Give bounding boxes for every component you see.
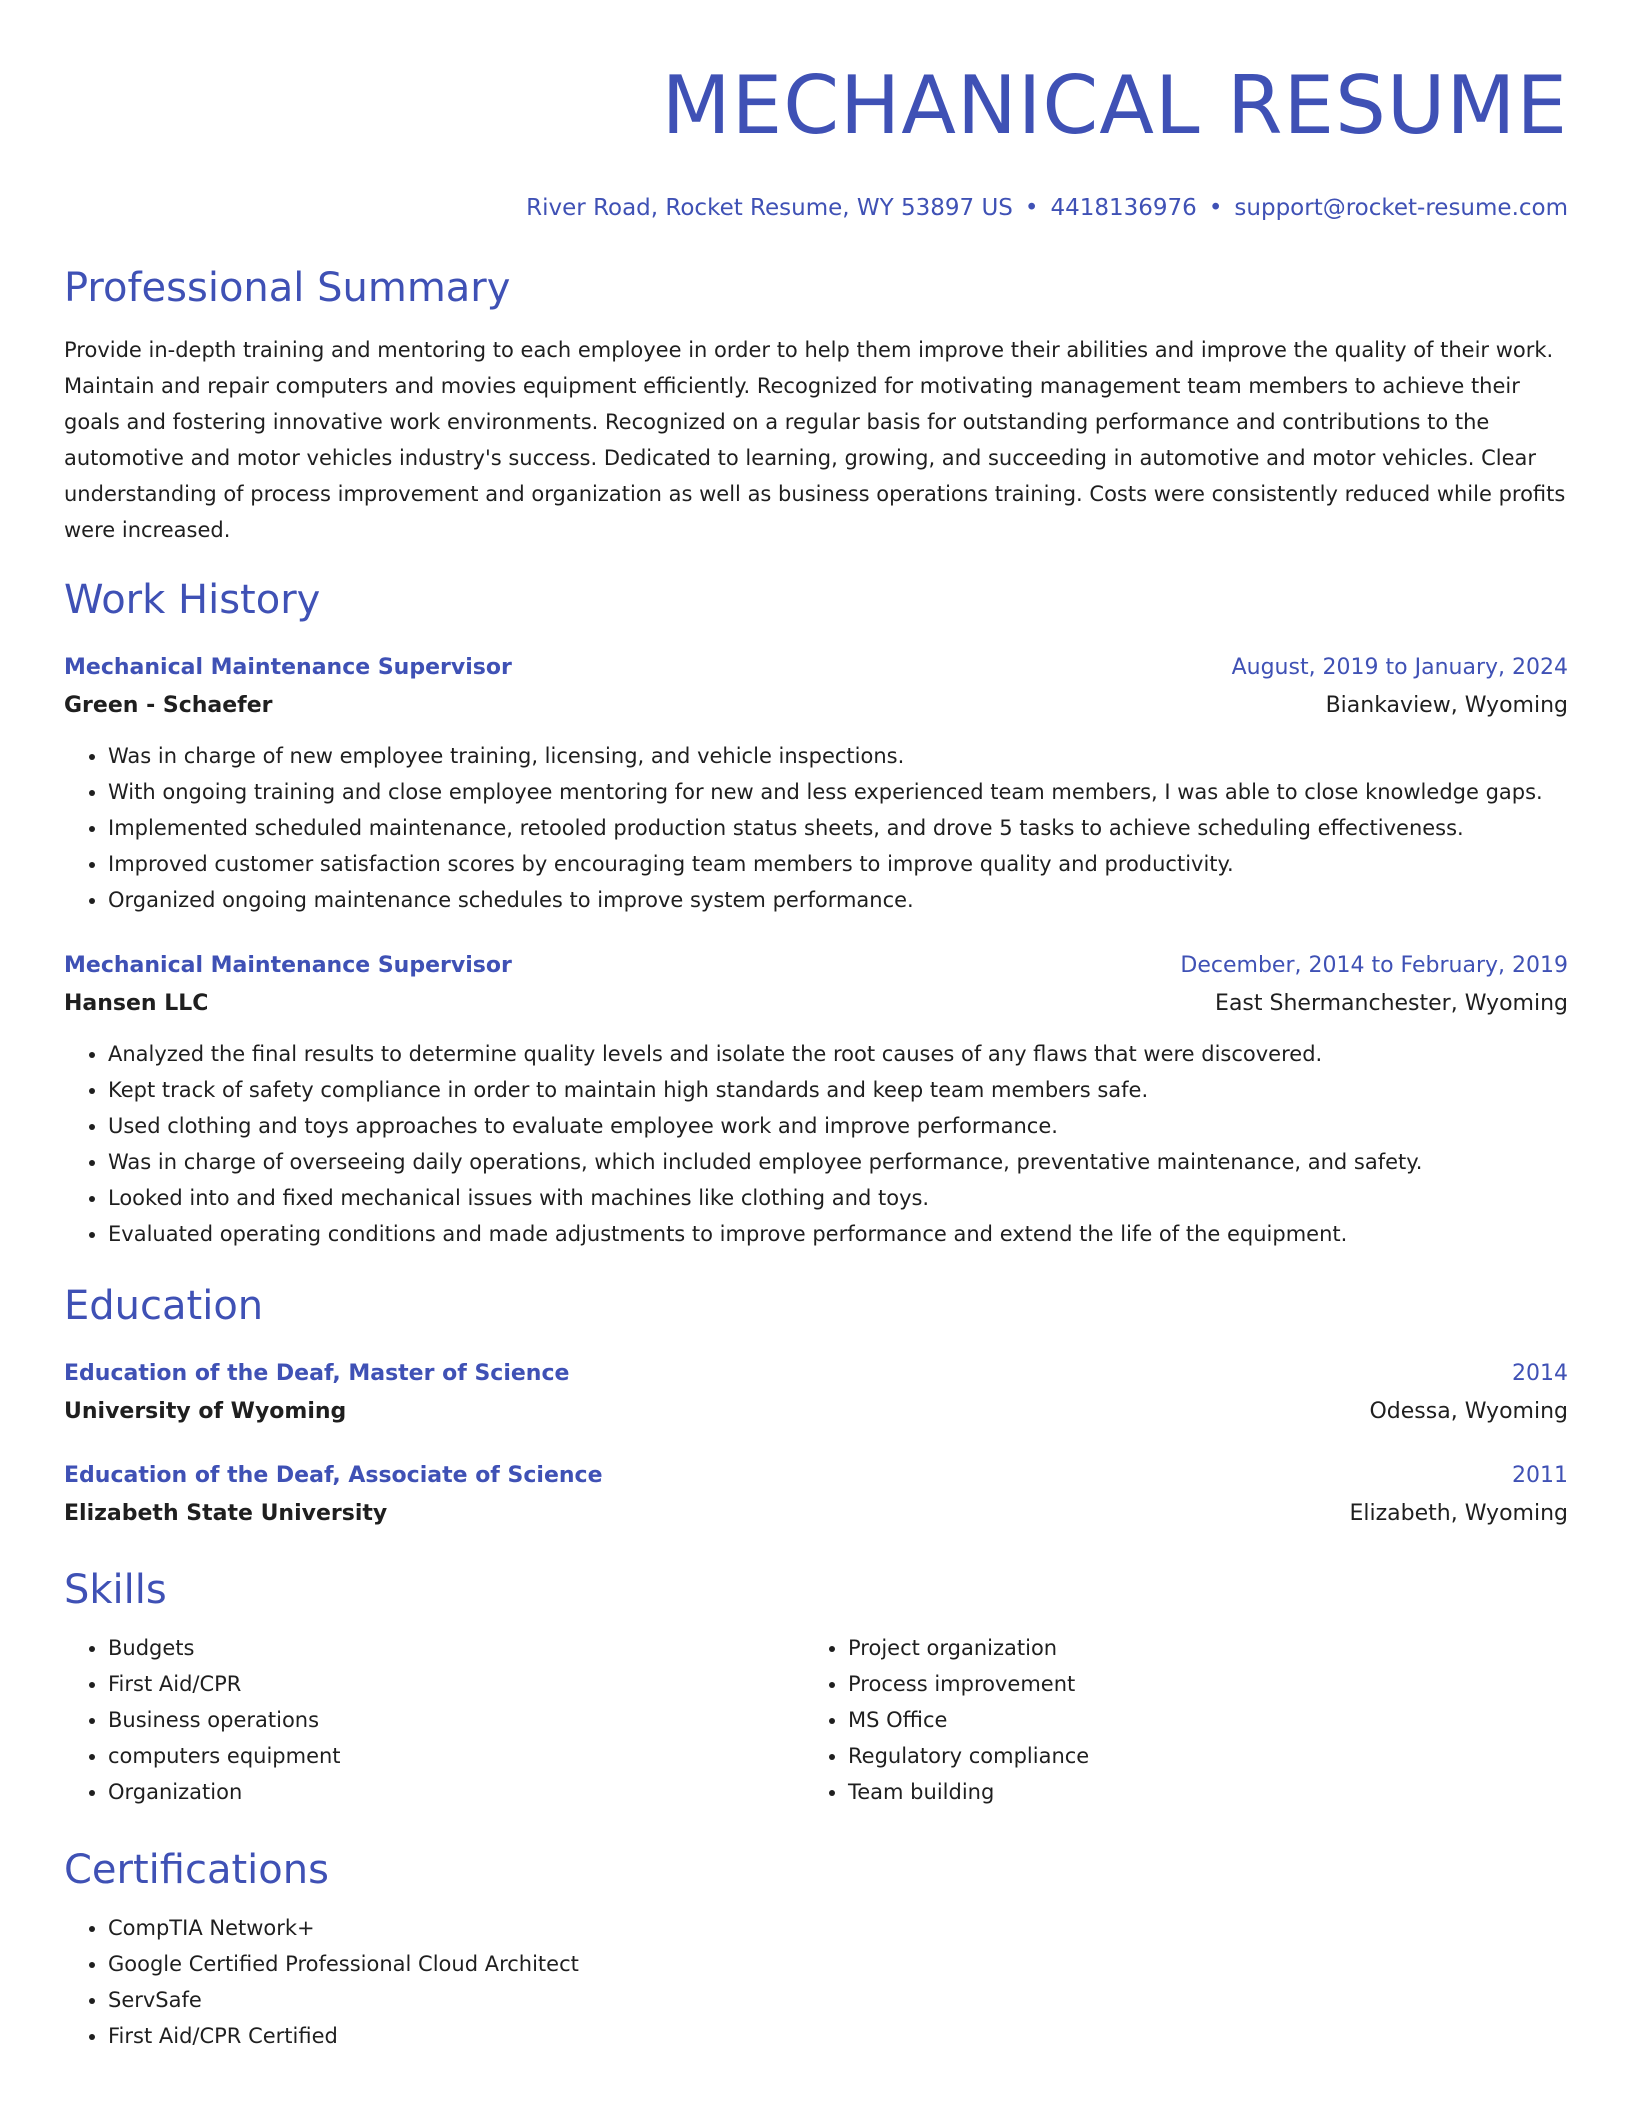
job-company: Green - Schaefer [64,693,273,718]
resume-header [64,56,1568,224]
education-location: Elizabeth, Wyoming [1349,1501,1568,1526]
education-heading: Education [64,1283,264,1329]
job-company-row [64,684,1568,724]
job-header-row [64,950,1568,982]
job-dates: December, 2014 to February, 2019 [1180,953,1568,978]
skill-item: • First Aid/CPR [108,1666,804,1702]
education-year: 2011 [1512,1463,1568,1488]
certifications-list [64,1910,1568,2054]
job-bullet: • Was in charge of overseeing daily operations, which included employee performance, preventative maintenance, and safety. [108,1144,1568,1180]
education-school: University of Wyoming [64,1399,347,1424]
education-header-row [64,1358,1568,1390]
certification-item: • First Aid/CPR Certified [108,2018,1568,2054]
summary-heading: Professional Summary [64,265,511,311]
contact-address: River Road, Rocket Resume, WY 53897 US [526,195,1013,221]
education-school-row [64,1492,1568,1532]
skill-item: • Team building [848,1774,1568,1810]
skill-item: • Project organization [848,1630,1568,1666]
job-bullet: • Was in charge of new employee training, licensing, and vehicle inspections. [108,738,1568,774]
job-bullets [64,738,1568,918]
contact-line [64,192,1568,224]
skill-item: • Business operations [108,1702,804,1738]
education-entry [64,1358,1568,1430]
education-school: Elizabeth State University [64,1501,388,1526]
job-entry [64,950,1568,1252]
skill-item: • MS Office [848,1702,1568,1738]
education-degree: Education of the Deaf, Master of Science [64,1361,570,1386]
job-location: East Shermanchester, Wyoming [1215,991,1568,1016]
certification-item: • Google Certified Professional Cloud Architect [108,1946,1568,1982]
job-title: Mechanical Maintenance Supervisor [64,655,512,680]
skill-item: • Regulatory compliance [848,1738,1568,1774]
job-bullet: • Implemented scheduled maintenance, retooled production status sheets, and drove 5 tasks to achieve scheduling effectiveness. [108,810,1568,846]
skill-item: • computers equipment [108,1738,804,1774]
certification-item: • ServSafe [108,1982,1568,2018]
skills-list-right [804,1630,1568,1810]
certifications-heading: Certifications [64,1847,329,1893]
job-bullet: • With ongoing training and close employee mentoring for new and less experienced team members, I was able to close knowledge gaps. [108,774,1568,810]
skills-heading: Skills [64,1567,167,1613]
contact-separator: • [1208,195,1223,221]
job-bullet: • Looked into and fixed mechanical issues with machines like clothing and toys. [108,1180,1568,1216]
skill-item: • Process improvement [848,1666,1568,1702]
education-location: Odessa, Wyoming [1369,1399,1568,1424]
skills-grid [64,1630,1568,1810]
education-year: 2014 [1512,1361,1568,1386]
job-title: Mechanical Maintenance Supervisor [64,953,512,978]
work-history-heading: Work History [64,577,321,623]
job-bullet: • Improved customer satisfaction scores by encouraging team members to improve quality and productivity. [108,846,1568,882]
job-bullet: • Organized ongoing maintenance schedules to improve system performance. [108,882,1568,918]
job-company: Hansen LLC [64,991,209,1016]
job-company-row [64,982,1568,1022]
summary-text: Provide in-depth training and mentoring to each employee in order to help them improve their abilities and improve the quality of their work. Maintain and repair computers and movies equipment efficiently. Recognized for motivating management team members to achieve their goals and fostering innovative work environments. Recognized on a regular basis for outstanding performance and contributions to the automotive and motor vehicles industry's success. Dedicated to learning, growing, and succeeding in automotive and motor vehicles. Clear understanding of process improvement and organization as well as business operations training. Costs were consistently reduced while profits were increased. [64,338,1566,542]
job-header-row [64,652,1568,684]
resume-name: MECHANICAL RESUME [661,59,1568,152]
job-bullet: • Kept track of safety compliance in order to maintain high standards and keep team members safe. [108,1072,1568,1108]
contact-email[interactable]: support@rocket-resume.com [1234,195,1568,221]
job-bullet: • Used clothing and toys approaches to evaluate employee work and improve performance. [108,1108,1568,1144]
certification-item: • CompTIA Network+ [108,1910,1568,1946]
contact-phone: 4418136976 [1050,195,1197,221]
job-dates: August, 2019 to January, 2024 [1231,655,1568,680]
job-bullets [64,1036,1568,1252]
skills-list-left [64,1630,804,1810]
skill-item: • Organization [108,1774,804,1810]
job-location: Biankaview, Wyoming [1325,693,1568,718]
skill-item: • Budgets [108,1630,804,1666]
education-entry [64,1460,1568,1532]
education-degree: Education of the Deaf, Associate of Science [64,1463,603,1488]
contact-separator: • [1024,195,1039,221]
education-header-row [64,1460,1568,1492]
job-bullet: • Evaluated operating conditions and made adjustments to improve performance and extend the life of the equipment. [108,1216,1568,1252]
education-school-row [64,1390,1568,1430]
job-bullet: • Analyzed the final results to determine quality levels and isolate the root causes of any flaws that were discovered. [108,1036,1568,1072]
job-entry [64,652,1568,918]
